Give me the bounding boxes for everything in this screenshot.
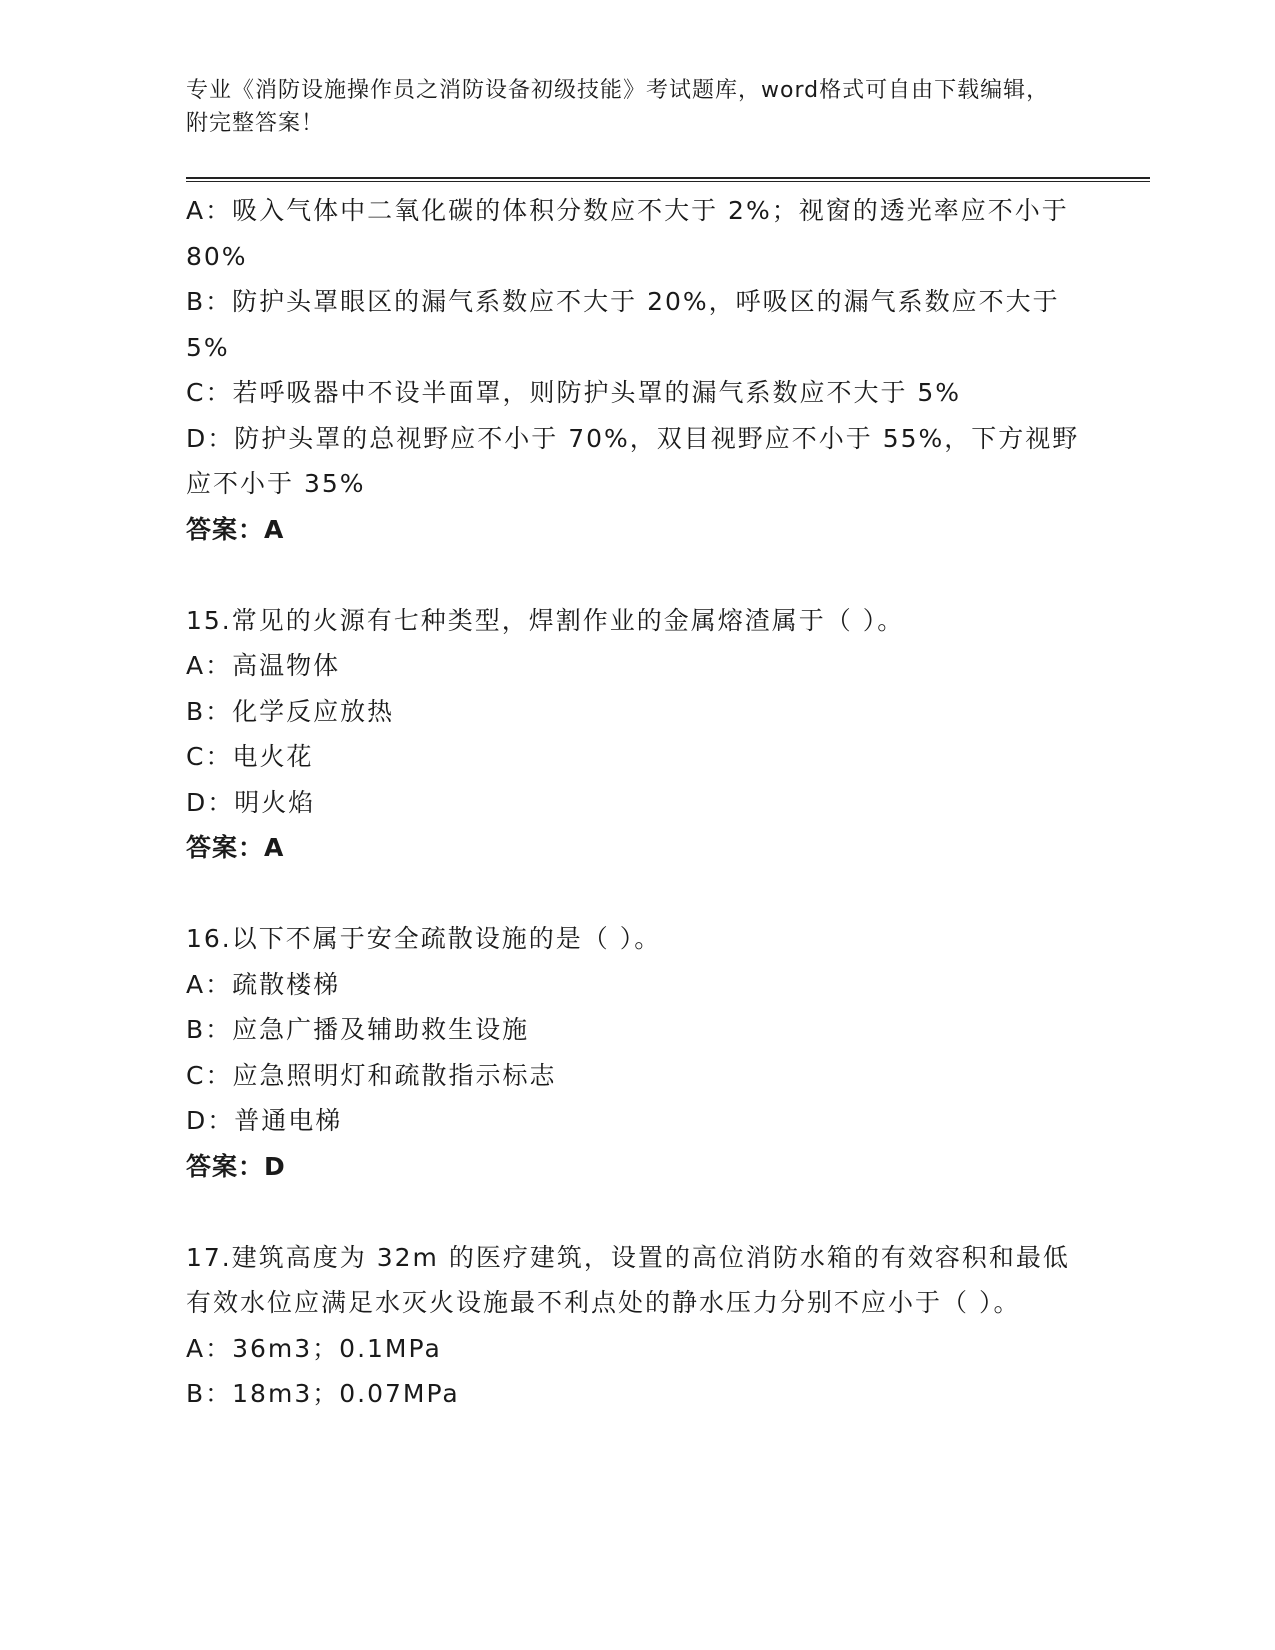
header-rule-thin	[186, 181, 1150, 182]
option-c: C：若呼吸器中不设半面罩，则防护头罩的漏气系数应不大于 5%	[186, 378, 962, 407]
question-17-block	[186, 1235, 1086, 1417]
answer: 答案：D	[186, 1151, 286, 1181]
spacer	[186, 871, 1086, 917]
option-d: D：普通电梯	[186, 1106, 343, 1135]
answer: 答案：A	[186, 514, 285, 544]
option-a: A：高温物体	[186, 651, 341, 680]
question-14-block	[186, 188, 1086, 552]
option-d: D：明火焰	[186, 787, 316, 817]
option-a: A：吸入气体中二氧化碳的体积分数应不大于 2%；视窗的透光率应不小于 80%	[186, 196, 1069, 271]
spacer	[186, 1189, 1086, 1235]
option-a: A：疏散楼梯	[186, 969, 341, 999]
document-header: 专业《消防设施操作员之消防设备初级技能》考试题库，word格式可自由下载编辑，附完整答案！	[186, 78, 1050, 136]
question-text: 15.常见的火源有七种类型，焊割作业的金属熔渣属于（ ）。	[186, 605, 905, 635]
answer: 答案：A	[186, 833, 285, 862]
option-c: C：应急照明灯和疏散指示标志	[186, 1060, 557, 1090]
option-b: B：化学反应放热	[186, 696, 395, 726]
option-c: C：电火花	[186, 742, 314, 771]
header-rule-thick	[186, 177, 1150, 179]
option-b: B：18m3；0.07MPa	[186, 1379, 460, 1408]
option-a: A：36m3；0.1MPa	[186, 1333, 442, 1363]
question-text: 17.建筑高度为 32m 的医疗建筑，设置的高位消防水箱的有效容积和最低有效水位应满足水灭火设施最不利点处的静水压力分别不应小于（ ）。	[186, 1242, 1070, 1317]
question-15-block	[186, 598, 1086, 871]
option-d: D：防护头罩的总视野应不小于 70%，双目视野应不小于 55%，下方视野应不小于 35%	[186, 423, 1080, 498]
question-content	[186, 188, 1086, 1417]
question-16-block	[186, 916, 1086, 1189]
option-b: B：防护头罩眼区的漏气系数应不大于 20%，呼吸区的漏气系数应不大于 5%	[186, 287, 1060, 362]
spacer	[186, 552, 1086, 598]
question-text: 16.以下不属于安全疏散设施的是（ ）。	[186, 924, 662, 953]
option-b: B：应急广播及辅助救生设施	[186, 1015, 530, 1044]
